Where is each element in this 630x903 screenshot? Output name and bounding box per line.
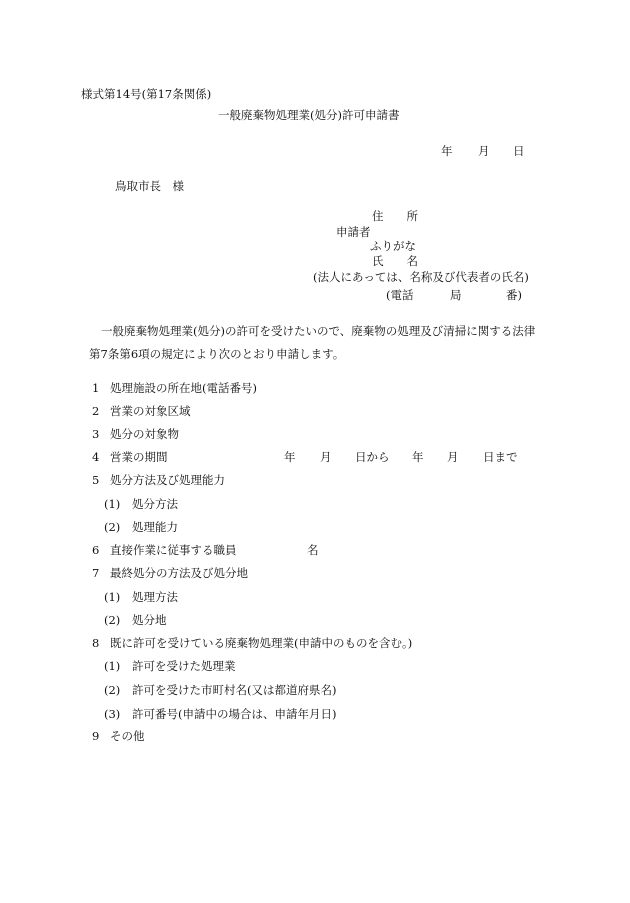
name-label: 氏 名 xyxy=(372,254,418,268)
item-3: 3 処分の対象物 xyxy=(92,427,179,441)
item-7-2: (2) 処分地 xyxy=(104,613,167,627)
item-2: 2 営業の対象区域 xyxy=(92,404,191,418)
period-year-2: 年 xyxy=(412,450,424,464)
item-5: 5 処分方法及び処理能力 xyxy=(92,473,225,487)
phone-number: 番) xyxy=(506,288,522,302)
item-6: 6 直接作業に従事する職員 xyxy=(92,543,237,557)
item-4: 4 営業の期間 xyxy=(92,450,168,464)
period-month-2: 月 xyxy=(447,450,459,464)
period-month-1: 月 xyxy=(320,450,332,464)
corporate-note: (法人にあっては、名称及び代表者の氏名) xyxy=(313,270,529,284)
date-year: 年 xyxy=(441,144,453,158)
intro-line-2: 第7条第6項の規定により次のとおり申請します。 xyxy=(89,347,345,361)
form-number: 様式第14号(第17条関係) xyxy=(81,87,212,101)
date-month: 月 xyxy=(478,144,490,158)
item-1: 1 処理施設の所在地(電話番号) xyxy=(92,381,257,395)
form-title: 一般廃棄物処理業(処分)許可申請書 xyxy=(218,108,400,122)
date-day: 日 xyxy=(513,144,525,158)
item-8: 8 既に許可を受けている廃棄物処理業(申請中のものを含む。) xyxy=(92,636,413,650)
phone-station: 局 xyxy=(450,288,462,302)
furigana-label: ふりがな xyxy=(370,239,416,253)
period-day-2: 日まで xyxy=(483,450,518,464)
item-8-2: (2) 許可を受けた市町村名(又は都道府県名) xyxy=(104,683,337,697)
item-5-1: (1) 処分方法 xyxy=(104,497,178,511)
addressee: 鳥取市長 様 xyxy=(115,179,184,193)
applicant-label: 申請者 xyxy=(336,225,371,239)
phone-open: (電話 xyxy=(386,288,414,302)
period-day-1: 日から xyxy=(355,450,390,464)
item-8-1: (1) 許可を受けた処理業 xyxy=(104,659,236,673)
item-7: 7 最終処分の方法及び処分地 xyxy=(92,566,248,580)
item-7-1: (1) 処理方法 xyxy=(104,590,178,604)
address-label: 住 所 xyxy=(372,209,418,223)
item-9: 9 その他 xyxy=(92,729,145,743)
period-year-1: 年 xyxy=(284,450,296,464)
staff-unit: 名 xyxy=(307,543,319,557)
item-8-3: (3) 許可番号(申請中の場合は、申請年月日) xyxy=(104,707,337,721)
intro-line-1: 一般廃棄物処理業(処分)の許可を受けたいので、廃棄物の処理及び清掃に関する法律 xyxy=(101,324,536,338)
item-5-2: (2) 処理能力 xyxy=(104,520,178,534)
